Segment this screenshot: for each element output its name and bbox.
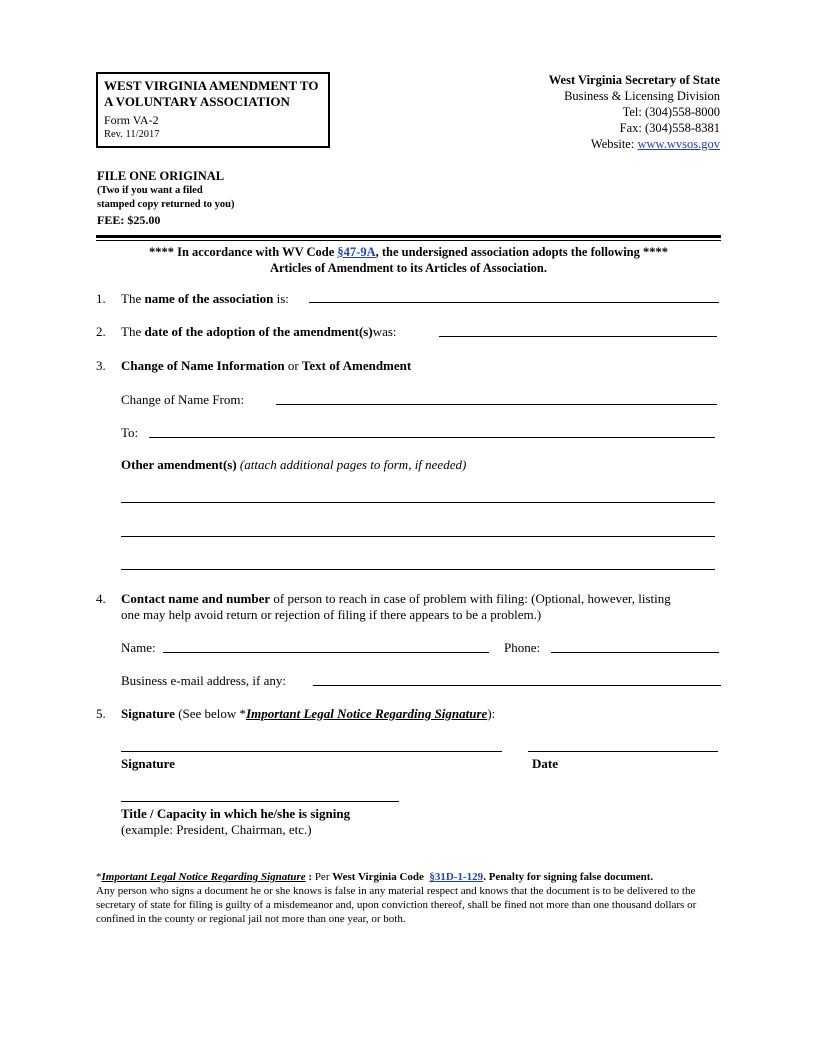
filed-copy-note-2: stamped copy returned to you) — [97, 199, 235, 210]
form-title-line2: A VOLUNTARY ASSOCIATION — [104, 94, 290, 109]
item-2-number: 2. — [96, 324, 106, 339]
item-5-post-notice: ): — [487, 706, 496, 721]
item-4-label — [121, 591, 721, 623]
website-link[interactable]: www.wvsos.gov — [637, 137, 720, 151]
legal-colon: : — [305, 871, 313, 883]
other-amendment-line-1[interactable] — [121, 502, 715, 503]
agency-contact-block — [460, 72, 720, 152]
legal-code-label: West Virginia Code — [332, 871, 424, 883]
business-email-field[interactable] — [313, 685, 721, 686]
item-5-notice: Important Legal Notice Regarding Signature — [246, 706, 488, 721]
legal-star: * — [96, 871, 102, 883]
legal-notice-heading — [96, 870, 726, 884]
legal-per: Per — [314, 871, 330, 883]
form-revision: Rev. 11/2017 — [104, 129, 160, 140]
filing-instructions — [97, 168, 234, 228]
header-divider-thin — [96, 240, 721, 241]
business-email-label: Business e-mail address, if any: — [121, 673, 286, 688]
division-name: Business & Licensing Division — [564, 89, 720, 103]
item-1-bold: name of the association — [144, 291, 274, 306]
item-3-number: 3. — [96, 358, 106, 373]
wv-code-31d-1-129-link[interactable]: §31D-1-129 — [429, 871, 484, 883]
item-2-post: was: — [372, 324, 397, 339]
accordance-line1 — [96, 244, 721, 260]
item-3-label — [121, 358, 411, 374]
signature-label: Signature — [121, 756, 175, 771]
file-one-original: FILE ONE ORIGINAL — [97, 169, 225, 183]
wv-code-47-9a-link[interactable]: §47-9A — [337, 245, 376, 259]
adoption-date-field[interactable] — [439, 336, 717, 337]
item-1-label — [121, 291, 289, 307]
item-2-label — [121, 324, 397, 340]
item-4-number: 4. — [96, 591, 106, 606]
header-divider-thick — [96, 235, 721, 238]
change-name-to-field[interactable] — [149, 437, 715, 438]
legal-notice-title: Important Legal Notice Regarding Signature — [101, 871, 306, 883]
item-5-bold: Signature — [121, 706, 175, 721]
legal-penalty: . Penalty for signing false document. — [483, 871, 654, 883]
form-title-line1: WEST VIRGINIA AMENDMENT TO — [104, 78, 319, 93]
website-label: Website: — [590, 137, 635, 151]
agency-fax: Fax: (304)558-8381 — [619, 121, 720, 135]
other-amendments-bold: Other amendment(s) — [121, 457, 237, 472]
filed-copy-note-1: (Two if you want a filed — [97, 185, 203, 196]
item-4-line2: one may help avoid return or rejection of filing if there appears to be a problem.) — [121, 607, 542, 622]
form-number: Form VA-2 — [104, 113, 159, 127]
form-title-box — [96, 72, 330, 148]
item-4-bold: Contact name and number — [121, 591, 271, 606]
item-1-pre: The — [121, 291, 142, 306]
item-4-rest1: of person to reach in case of problem with filing: (Optional, however, listing — [273, 591, 671, 606]
accordance-prefix: **** In accordance with WV Code — [148, 245, 335, 259]
other-amendment-line-3[interactable] — [121, 569, 715, 570]
agency-website — [460, 136, 720, 152]
association-name-field[interactable] — [309, 302, 719, 303]
item-5-pre-notice: (See below * — [178, 706, 247, 721]
contact-phone-label: Phone: — [504, 640, 541, 655]
item-3-bold1: Change of Name Information — [121, 358, 285, 373]
agency-tel: Tel: (304)558-8000 — [622, 105, 720, 119]
item-1-number: 1. — [96, 291, 106, 306]
legal-notice-body: Any person who signs a document he or she knows is false in any material respect and knows that the document is to be delivered to the secretary of state for filing is guilty of a misdemeanor and, upon conviction thereof, shall be fined not more than one thousand dollars or confined in the county or regional jail not more than one year, or both. — [96, 885, 697, 925]
filing-fee: FEE: $25.00 — [97, 213, 161, 227]
change-name-to-label: To: — [121, 425, 139, 440]
other-amendments-label — [121, 457, 466, 473]
item-1-post: is: — [276, 291, 289, 306]
date-label: Date — [532, 756, 558, 771]
legal-notice — [96, 870, 726, 926]
contact-phone-field[interactable] — [551, 652, 719, 653]
item-4-line1 — [121, 591, 721, 607]
agency-name: West Virginia Secretary of State — [548, 73, 720, 87]
change-name-from-label: Change of Name From: — [121, 392, 245, 407]
other-amendment-line-2[interactable] — [121, 536, 715, 537]
date-field[interactable] — [528, 751, 718, 752]
item-5-number: 5. — [96, 706, 106, 721]
accordance-statement — [96, 244, 721, 276]
item-3-bold2: Text of Amendment — [301, 358, 412, 373]
contact-name-field[interactable] — [163, 652, 489, 653]
contact-name-label: Name: — [121, 640, 156, 655]
title-capacity-label: Title / Capacity in which he/she is signing — [121, 806, 351, 821]
title-capacity-field[interactable] — [121, 801, 399, 802]
signature-field[interactable] — [121, 751, 502, 752]
change-name-from-field[interactable] — [276, 404, 717, 405]
item-2-bold: date of the adoption of the amendment(s) — [144, 324, 373, 339]
accordance-suffix: , the undersigned association adopts the following **** — [375, 245, 669, 259]
title-capacity-example: (example: President, Chairman, etc.) — [121, 822, 312, 837]
item-2-pre: The — [121, 324, 142, 339]
item-3-mid: or — [287, 358, 299, 373]
accordance-line2: Articles of Amendment to its Articles of Association. — [269, 261, 548, 275]
item-5-label — [121, 706, 495, 722]
other-amendments-note: (attach additional pages to form, if needed) — [239, 457, 467, 472]
